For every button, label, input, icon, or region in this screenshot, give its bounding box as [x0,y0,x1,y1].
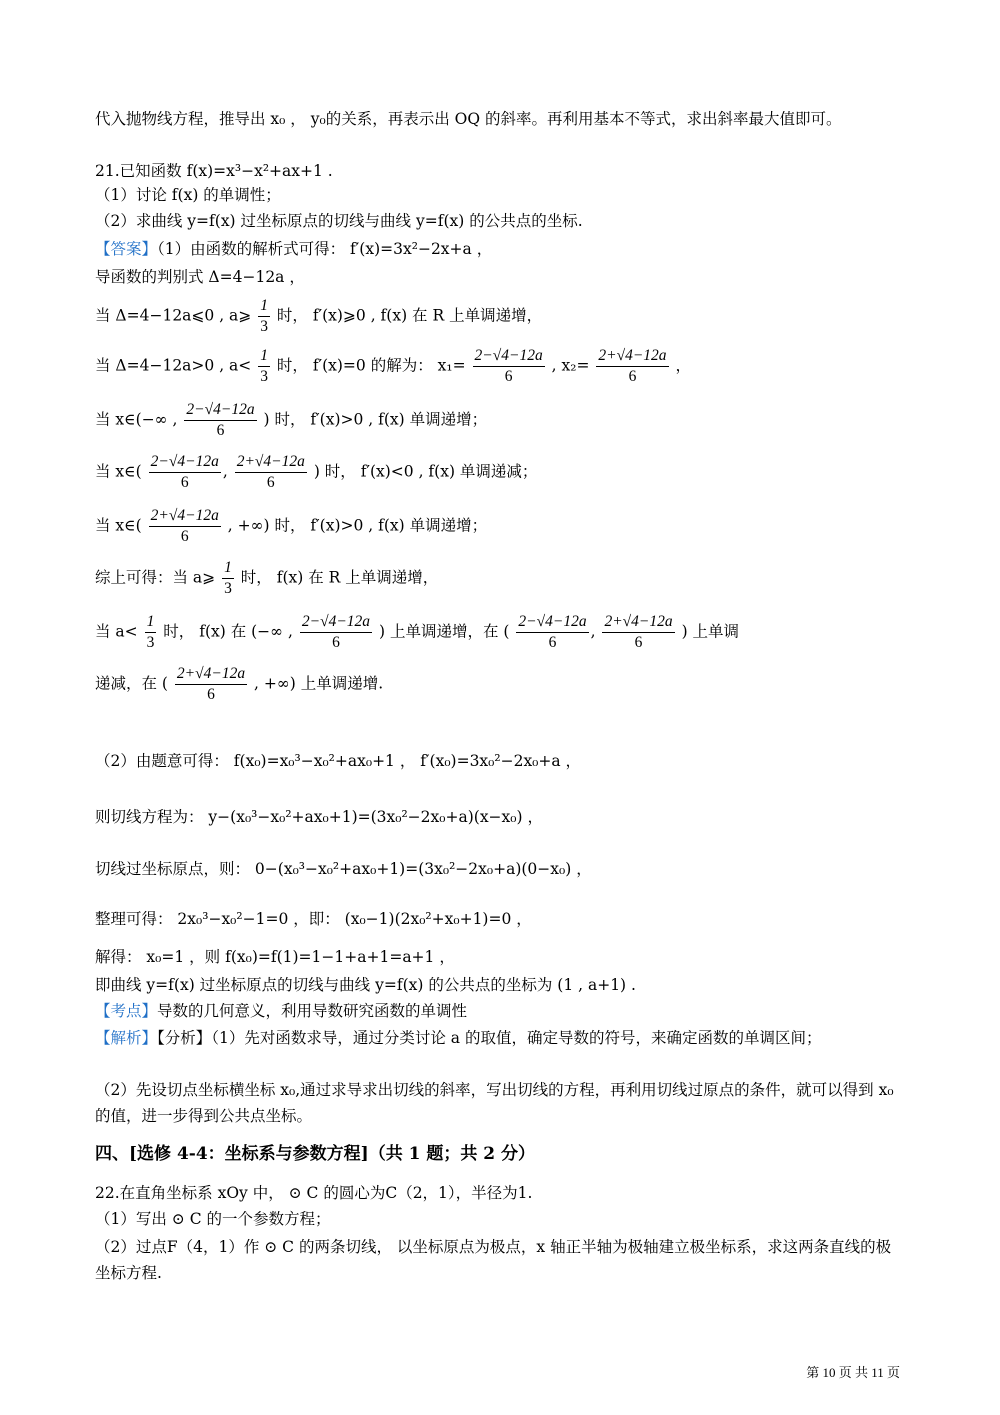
fraction [175,664,247,705]
case-line [95,400,900,441]
answer-tag: 【答案】 [95,240,158,258]
problem-21-part2: （2）求曲线 y=f(x) 过坐标原点的切线与曲线 y=f(x) 的公共点的坐标. [95,212,583,230]
fraction-den: 6 [207,686,215,703]
fraction-den: 6 [548,634,557,651]
summary-line [95,558,900,599]
fraction-num: 2−√4−12a [516,612,588,633]
fraction-num: 2+√4−12a [175,664,247,685]
problem-21-part1: （1）讨论 f(x) 的单调性； [95,186,281,204]
text-span: 当 a< [95,622,138,641]
fraction-den: 6 [180,528,189,545]
analysis-line [95,1025,900,1051]
fraction-den: 6 [266,474,275,491]
answer-text: （1）由函数的解析式可得： f′(x)=3x²−2x+a ， [157,240,493,258]
topic-text: 导数的几何意义，利用导数研究函数的单调性 [157,1002,468,1020]
text-span: 时， f′(x)=0 的解为： x₁= [276,356,466,375]
problem-22-part2: （2）过点F（4，1）作 ⊙ C 的两条切线， 以坐标原点为极点，x 轴正半轴为极轴建立极坐标系，求这两条直线的极坐标方程. [95,1238,892,1282]
fraction-num: 2+√4−12a [149,506,221,527]
problem-22-part1: （1）写出 ⊙ C 的一个参数方程； [95,1210,331,1228]
analysis-tag: 【解析】 [95,1029,158,1047]
problem-22-title: 22.在直角坐标系 xOy 中， ⊙ C 的圆心为C（2，1），半径为1. [95,1184,533,1202]
fraction [222,558,234,599]
fraction-den: 3 [146,634,155,651]
text-span: 当 x∈( [95,516,142,535]
fraction-den: 6 [504,368,513,385]
part2-line: 即曲线 y=f(x) 过坐标原点的切线与曲线 y=f(x) 的公共点的坐标为 (1 , a+1) . [95,976,636,994]
answer-line [95,238,900,260]
fraction-den: 3 [260,318,268,335]
text-span: , +∞) 时， f′(x)>0 , f(x) 单调递增； [227,516,488,535]
text-span: 时， f′(x)⩾0 , f(x) 在 R 上单调递增， [276,306,543,325]
case-line [95,506,900,547]
fraction-den: 6 [628,368,637,385]
fraction-den: 6 [332,634,340,651]
text-span: 当 x∈( [95,462,142,481]
text-span: 时， f(x) 在 R 上单调递增， [240,568,439,587]
fraction-den: 3 [224,580,232,597]
text-span: 时， f(x) 在 (−∞ , [163,622,293,641]
fraction [258,346,270,387]
text-span: 当 x∈(−∞ , [95,410,178,429]
fraction [149,452,221,493]
fraction [473,346,545,387]
fraction-den: 6 [216,422,225,439]
text-span: , x₂= [551,356,590,375]
text-span: 递减，在 ( [95,674,168,693]
fraction [149,506,221,547]
text-span: 综上可得：当 a⩾ [95,568,216,587]
fraction [300,612,372,653]
text-line: 代入抛物线方程，推导出 x₀ ， y₀的关系，再表示出 OQ 的斜率。再利用基本不等式，求出斜率最大值即可。 [95,110,842,128]
text-span: ) 上单调 [681,622,740,641]
summary-line [95,664,900,705]
part2-line: 解得： x₀=1 ，则 f(x₀)=f(1)=1−1+a+1=a+1 ， [95,948,455,966]
case-line: 当 x∈( $\frac{2-√4-12a}{6}$ , $\frac{2+√4-12a}{6}$ ) 时， f′(x)<0 , f(x) 单调递减； [95,453,538,491]
fraction [516,612,588,653]
fraction [602,612,674,653]
fraction-num: 2−√4−12a [300,612,372,633]
topic-tag: 【考点】 [95,1002,158,1020]
fraction-num: 2+√4−12a [235,452,307,473]
fraction-den: 6 [180,474,189,491]
fraction [184,400,256,441]
case-line [95,346,900,387]
fraction-num: 2−√4−12a [184,400,256,421]
page-footer: 第 10 页 共 11 页 [806,1365,900,1380]
analysis-text: 【分析】（1）先对函数求导，通过分类讨论 a 的取值，确定导数的符号，来确定函数的单调区间； [157,1029,822,1047]
text-span: ) 上单调递增，在 ( [379,622,510,641]
fraction [258,296,270,337]
part2-line: 切线过坐标原点，则： 0−(x₀³−x₀²+ax₀+1)=(3x₀²−2x₀+a)(0−x₀) ， [95,860,592,878]
fraction [596,346,668,387]
text-line: 导函数的判别式 Δ=4−12a ， [95,268,305,286]
part2-line: 整理可得： 2x₀³−x₀²−1=0 ，即： (x₀−1)(2x₀²+x₀+1)=0 ， [95,910,532,928]
fraction-num: 2+√4−12a [596,346,668,367]
summary-line: 当 a< $\frac{1}{3}$ 时， f(x) 在 (−∞ , $\frac{2-√4-12a}{6}$ ) 上单调递增，在 ( $\frac{2-√4-12a}{6}$ , $\frac{2+√4-12a}{6}$ ) 上单调 [95,613,740,651]
case-line [95,296,900,337]
analysis-line: （2）先设切点坐标横坐标 x₀,通过求导求出切线的斜率，写出切线的方程，再利用切线过原点的条件，就可以得到 x₀ 的值，进一步得到公共点坐标。 [95,1081,894,1125]
part2-line: （2）由题意可得： f(x₀)=x₀³−x₀²+ax₀+1 ， f′(x₀)=3x₀²−2x₀+a ， [95,752,582,770]
fraction [235,452,307,493]
text-span: ) 时， f′(x)>0 , f(x) 单调递增； [263,410,488,429]
fraction-den: 3 [260,368,268,385]
text-span: , +∞) 上单调递增. [254,674,384,693]
problem-21-title: 21.已知函数 f(x)=x³−x²+ax+1 . [95,162,333,180]
fraction-num: 1 [222,558,234,579]
fraction-num: 2−√4−12a [473,346,545,367]
fraction-num: 2−√4−12a [149,452,221,473]
fraction-den: 6 [634,634,643,651]
text-span: 当 Δ=4−12a>0 , a< [95,356,252,375]
text-span: ， [675,356,692,375]
text-span: ) 时， f′(x)<0 , f(x) 单调递减； [313,462,538,481]
fraction-num: 1 [258,296,270,317]
part2-line: 则切线方程为： y−(x₀³−x₀²+ax₀+1)=(3x₀²−2x₀+a)(x−x₀) ， [95,808,543,826]
fraction-num: 1 [145,612,157,633]
fraction [145,612,157,653]
fraction-num: 1 [258,346,270,367]
topic-line [95,1000,900,1022]
section-heading: 四、[选修 4-4：坐标系与参数方程]（共 1 题；共 2 分） [95,1144,536,1164]
fraction-num: 2+√4−12a [602,612,674,633]
text-span: 当 Δ=4−12a⩽0 , a⩾ [95,306,252,325]
